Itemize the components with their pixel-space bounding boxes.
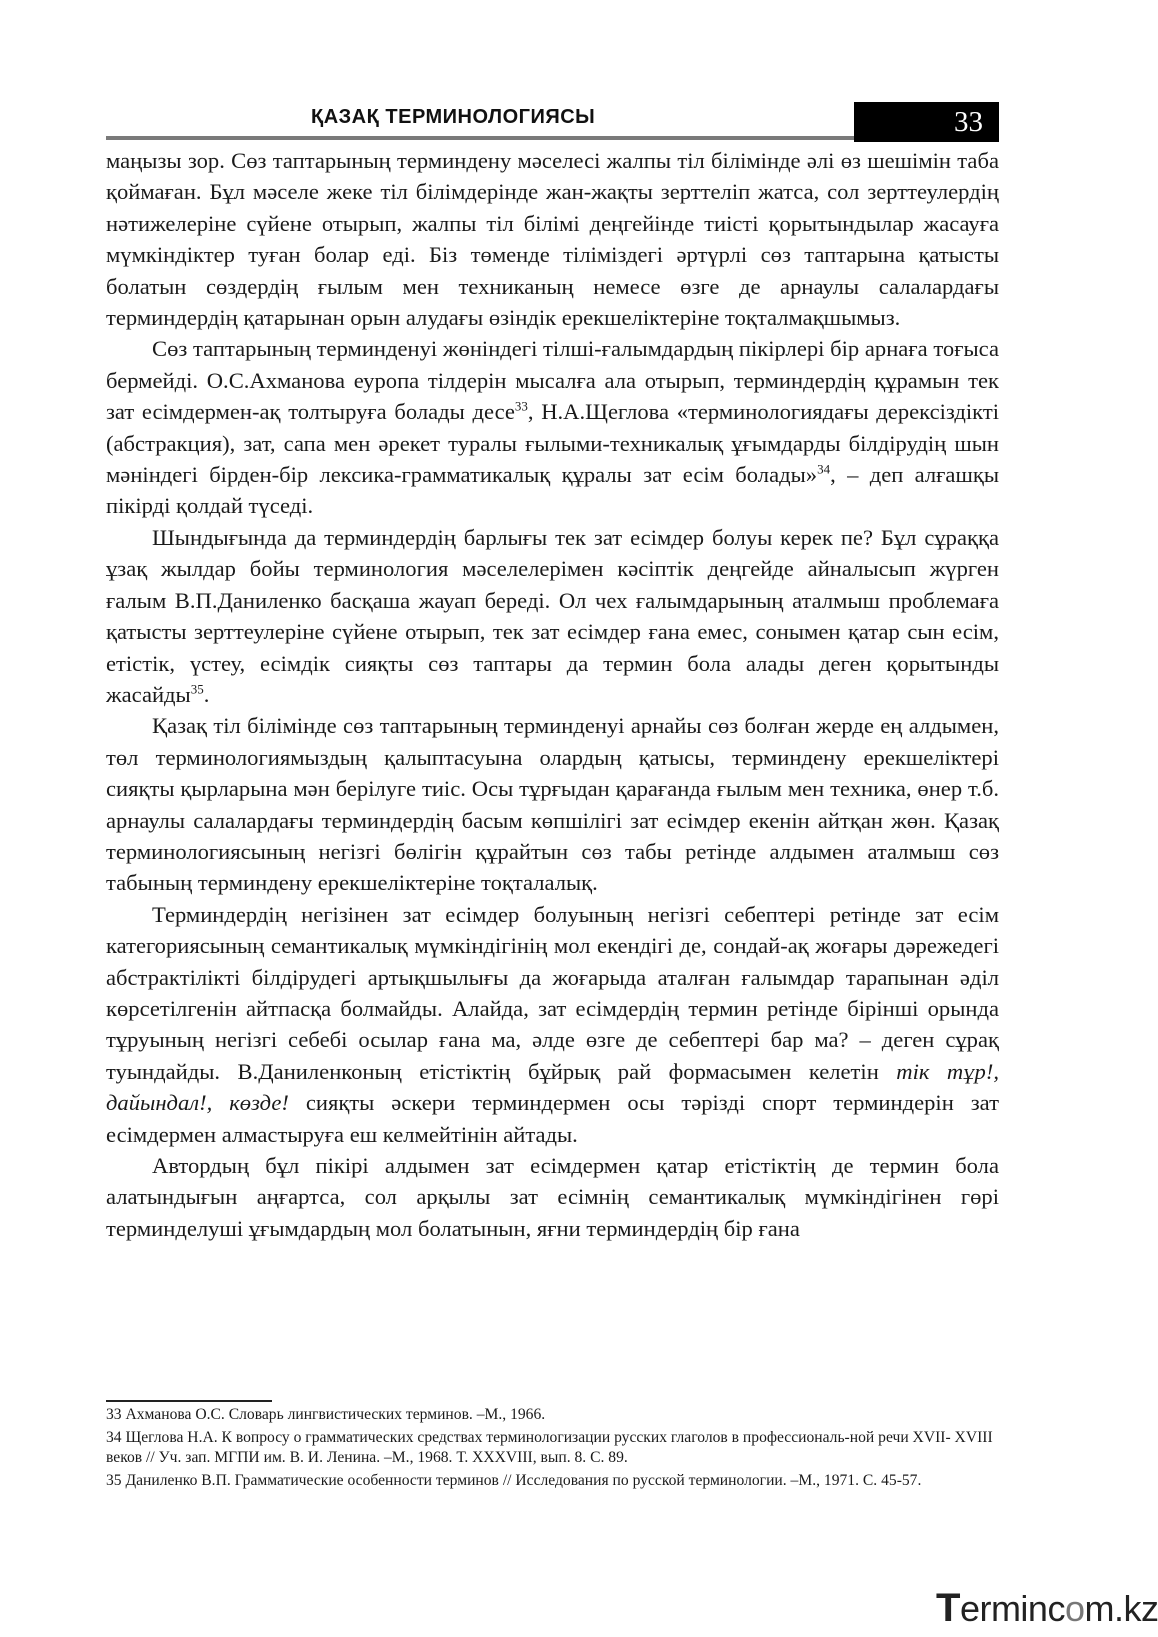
running-header-title: ҚАЗАҚ ТЕРМИНОЛОГИЯСЫ [311,106,596,128]
watermark-o: o [1064,1588,1085,1629]
footnote-ref-34: 34 [817,461,831,477]
footnote-ref-35: 35 [190,681,204,697]
paragraph-4: Қазақ тіл білімінде сөз таптарының терминденуі арнайы сөз болған жерде ең алдымен, төл терминологиямыздың қалыптасуына олардың қатысы, терминдену ерекшеліктері сияқты қырларына мән берілуге тиіс. Осы тұрғыдан қарағанда ғылым мен техника, өнер т.б. арнаулы салалардағы терминдердің басым көпшілігі зат есімдер екенін айтқан жөн. Қазақ терминологиясының негізгі бөлігін құрайтын сөз табы ретінде алдымен аталмыш сөз табының терминдену ерекшеліктеріне тоқталалық. [106,713,999,896]
watermark-text-a: erminc [959,1588,1065,1629]
paragraph-5 [106,899,999,1150]
paragraph-1: маңызы зор. Сөз таптарының терминдену мәселесі жалпы тіл білімінде әлі өз шешімін таба қоймаған. Бұл мәселе жеке тіл білімдерінде жан-жақты зерттеліп жатса, сол зерттеулердің нәтижелеріне сүйене отырып, жалпы тіл білімі деңгейінде тиісті қорытындылар жасауға мүмкіндіктер туған болар еді. Біз төменде тіліміздегі әртүрлі сөз таптарына қатысты болатын сөздердің ғылым мен техниканың немесе өзге де арнаулы салалардағы терминдердің қатарынан орын алудағы өзіндік ерекшеліктеріне тоқталмақшымыз. [106,148,999,331]
paragraph-5-text-b: сияқты әскери терминдермен осы тәрізді спорт терминдерін зат есімдермен алмастыруға еш келмейтінін айтады. [106,1090,999,1147]
paragraph-2-text-a: Сөз таптарының терминденуі жөніндегі тілші-ғалымдардың пікірлері бір арнаға тоғыса бермейді. О.С.Ахманова еуропа тілдерін мысалға ала отырып, терминдердің құрамын тек зат есімдермен-ақ толтыруға болады десе [106,336,999,425]
footnote-ref-33: 33 [514,398,528,414]
paragraph-6: Автордың бұл пікірі алдымен зат есімдермен қатар етістіктің де термин бола алатындығын аңғартса, сол арқылы зат есімнің семантикалық мүмкіндігінен гөрі терминделуші ұғымдардың мол болатынын, яғни терминдердің бір ғана [106,1153,999,1241]
watermark-text-b: m.kz [1084,1588,1158,1629]
paragraph-3 [106,522,999,710]
footnote-divider [106,1400,272,1402]
paragraph-5-text-a: Терминдердің негізінен зат есімдер болуының негізгі себептері ретінде зат есім категориясының семантикалық мүмкіндігінің мол екендігі де, сондай-ақ жоғары дәрежедегі абстрактілікті білдірудегі артықшылығы да жоғарыда аталған ғалымдар тарапынан әділ көрсетілгенін айтпасқа болмайды. Алайда, зат есімдердің термин ретінде бірінші орында тұруының негізгі себебі осылар ғана ма, әлде өзге де себептері бар ма? – деген сұрақ туындайды. В.Даниленконың етістіктің бұйрық рай формасымен келетін [106,901,999,1084]
paragraph-3-text-a: Шындығында да терминдердің барлығы тек зат есімдер болуы керек пе? Бұл сұраққа ұзақ жылдар бойы терминология мәселелерімен кәсіптік деңгейде айналысып жүрген ғалым В.П.Даниленко басқаша жауап береді. Ол чех ғалымдарының аталмыш проблемаға қатысты зерттеулеріне сүйене отырып, тек зат есімдер ғана емес, сонымен қатар сын есім, етістік, үстеу, есімдік сияқты сөз таптары да термин бола алады деген қорытынды жасайды [106,524,999,707]
footnote-34: 34 Щеглова Н.А. К вопросу о грамматических средствах терминологизации русских глаголов в профессиональ-ной речи XVII- XVIII веков // Уч. зап. МГПИ им. В. И. Ленина. –М., 1968. Т. XXXVIII, вып. 8. С. 89. [106,1428,993,1467]
termincom-watermark-logo [936,1586,1158,1631]
footnote-35: 35 Даниленко В.П. Грамматические особенности терминов // Исследования по русской терминологии. –М., 1971. С. 45-57. [106,1471,922,1489]
paragraph-5-italic-examples: тік тұр!, дайындал!, көзде! [106,1058,999,1116]
footnote-33: 33 Ахманова О.С. Словарь лингвистических терминов. –М., 1966. [106,1406,546,1423]
page-number: 33 [854,102,999,142]
paragraph-2-text-b: , Н.А.Щеглова «терминологиядағы дерексіздікті (абстракция), зат, сапа мен әрекет туралы ғылыми-техникалық ұғымдарды білдірудің шын мәніндегі бірден-бір лексика-грамматикалық құралы зат есім болады» [106,399,999,488]
paragraph-2-text-c: , – деп алғашқы пікірді қолдай түседі. [106,462,999,519]
header-rule [106,136,854,140]
paragraph-2 [106,333,999,521]
footnotes [106,1405,999,1493]
watermark-t: T [936,1586,960,1630]
running-header [106,104,999,144]
body-text [106,145,999,1244]
paragraph-3-text-b: . [203,681,210,707]
